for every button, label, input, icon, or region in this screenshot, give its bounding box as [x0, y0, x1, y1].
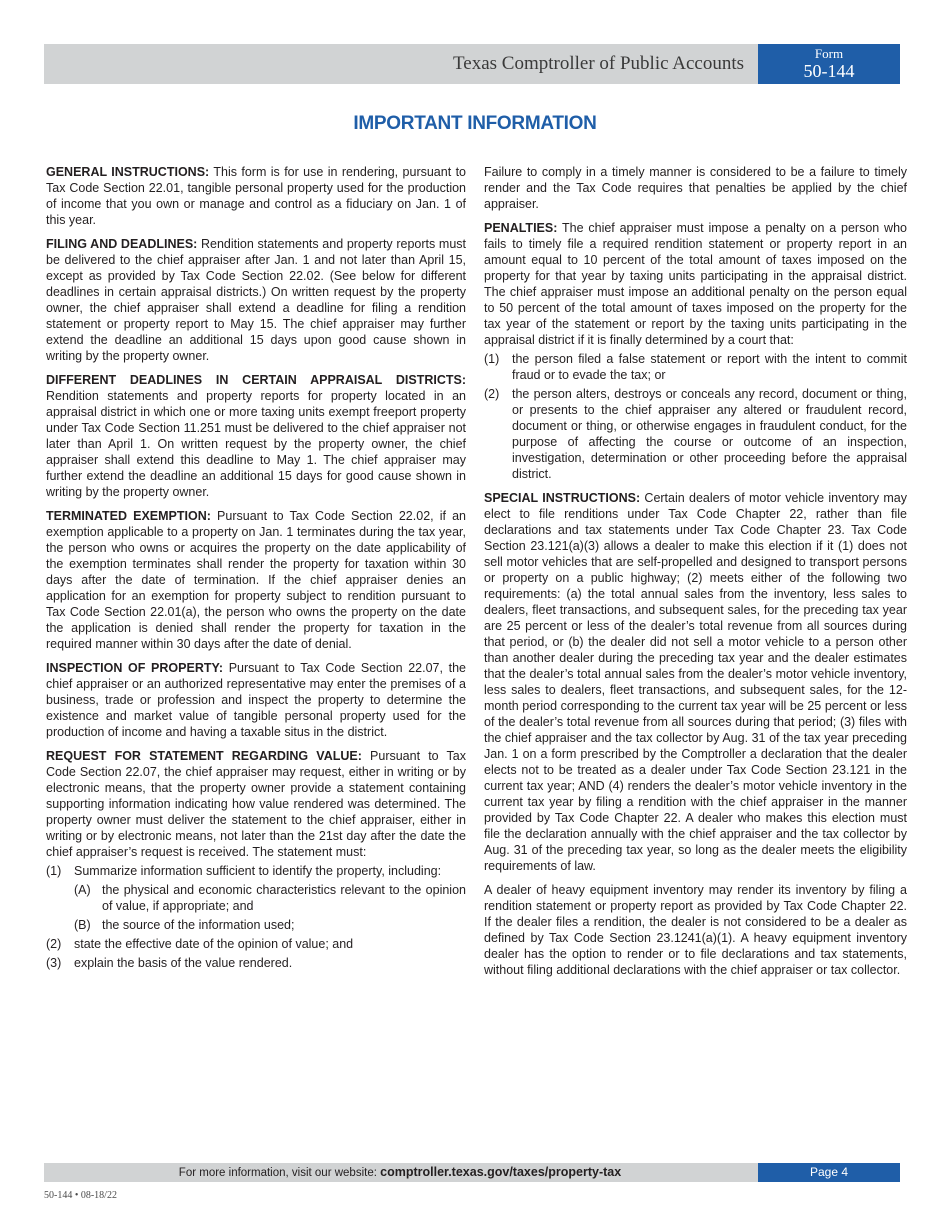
footer-text	[44, 1163, 756, 1182]
list-text: the physical and economic characteristics relevant to the opinion of value, if appropriate; and	[102, 883, 466, 913]
list-letter: (A)	[74, 883, 91, 897]
section-body: Rendition statements and property reports for property located in an appraisal district in which one or more taxing units exempt freeport property under Tax Code Section 11.251 must be delivered to the chief appraiser not later than April 1. On written request by the property owner, the chief appraiser shall extend this deadline to May 1. The chief appraiser may further extend the deadline an additional 15 days for good cause shown in writing by the property owner.	[46, 389, 466, 499]
list-text: Summarize information sufficient to identify the property, including:	[74, 864, 442, 878]
section-heading: PENALTIES:	[484, 221, 558, 235]
section-body: Pursuant to Tax Code Section 22.07, the chief appraiser may request, either in writing or by electronic means, that the property owner provide a statement containing supporting information indicating how value rendered was determined. The property owner must deliver the statement to the chief appraiser, either in writing or by electronic means, not later than the 21st day after the date the chief appraiser’s request is received. The statement must:	[46, 749, 466, 859]
section-heading: DIFFERENT DEADLINES IN CERTAIN APPRAISAL DISTRICTS:	[46, 373, 466, 387]
page-number: Page 4	[758, 1163, 900, 1182]
list-item	[46, 936, 466, 952]
list-number: (1)	[46, 864, 62, 878]
section-heading: REQUEST FOR STATEMENT REGARDING VALUE:	[46, 749, 362, 763]
list-item	[484, 351, 907, 383]
footer-prefix: For more information, visit our website:	[178, 1167, 381, 1179]
general-instructions	[46, 164, 466, 228]
terminated-exemption	[46, 508, 466, 652]
right-column	[484, 164, 907, 986]
section-body: Pursuant to Tax Code Section 22.02, if an exemption applicable to a property on Jan. 1 terminates during the tax year, the person who owns or acquires the property on the date applicability of the exemption terminates shall render the property for taxation within 30 days after the date of termination. If the chief appraiser denies an application for an exemption for property subject to rendition pursuant to Tax Code Section 22.01(a), the person who owns the property on the date the application is denied shall render the property for taxation in the required manner within 30 days after the date of denial.	[46, 509, 466, 651]
section-body: The chief appraiser must impose a penalty on a person who fails to timely file a required rendition statement or property report in an amount equal to 10 percent of the total amount of taxes imposed on the property for that year by taxing units participating in the appraisal district. The chief appraiser must impose an additional penalty on the person equal to 50 percent of the total amount of taxes imposed on the property for the tax year of the statement or report by the taxing units participating in the appraisal district if it is finally determined by a court that:	[484, 221, 907, 347]
list-number: (2)	[484, 387, 500, 401]
website-link[interactable]: comptroller.texas.gov/taxes/property-tax	[380, 1165, 622, 1179]
request-for-statement	[46, 748, 466, 860]
different-deadlines	[46, 372, 466, 500]
header-bar	[44, 44, 900, 84]
list-text: the source of the information used;	[102, 918, 295, 932]
left-column	[46, 164, 466, 974]
list-item	[46, 863, 466, 879]
list-number: (2)	[46, 937, 62, 951]
section-body: Pursuant to Tax Code Section 22.07, the chief appraiser or an authorized representative may enter the premises of a business, trade or profession and inspect the property to determine the existence and market value of tangible personal property used for the production of income and having a taxable situs in the district.	[46, 661, 466, 739]
list-subitem	[46, 917, 466, 933]
form-number: 50-144	[803, 61, 855, 81]
form-code: 50-144 • 08-18/22	[44, 1190, 117, 1201]
section-heading: GENERAL INSTRUCTIONS:	[46, 165, 210, 179]
section-heading: TERMINATED EXEMPTION:	[46, 509, 211, 523]
section-heading: FILING AND DEADLINES:	[46, 237, 198, 251]
section-heading: INSPECTION OF PROPERTY:	[46, 661, 224, 675]
footer-bar	[44, 1163, 900, 1182]
list-subitem	[46, 882, 466, 914]
form-number-box	[758, 44, 900, 84]
failure-note: Failure to comply in a timely manner is considered to be a failure to timely render and the Tax Code requires that penalties be applied by the chief appraiser.	[484, 165, 907, 211]
page-title: IMPORTANT INFORMATION	[353, 113, 597, 134]
penalties	[484, 220, 907, 348]
list-number: (1)	[484, 352, 500, 366]
filing-deadlines	[46, 236, 466, 364]
list-text: the person alters, destroys or conceals any record, document or thing, or presents to the chief appraiser any altered or fraudulent record, document or thing, or otherwise engages in fraudulent conduct, for the purpose of affecting the course or outcome of an inspection, investigation, determination or other proceeding before the appraisal district.	[512, 387, 907, 481]
section-body: This form is for use in rendering, pursuant to Tax Code Section 22.01, tangible personal property used for the production of income that you own or manage and control as a fiduciary on Jan. 1 of this year.	[46, 165, 466, 227]
list-number: (3)	[46, 956, 62, 970]
section-body: Certain dealers of motor vehicle inventory may elect to file renditions under Tax Code Chapter 22, rather than file declarations and tax statements under Tax Code Chapter 23. Tax Code Section 23.121(a)(3) allows a dealer to make this election if it (1) does not sell motor vehicles that are self-propelled and designed to transport persons or property on a public highway; (2) meets either of the following two requirements: (a) the total annual sales from the inventory, less sales to dealers, fleet transactions, and subsequent sales, for the preceding tax year are 25 percent or less of the dealer’s total revenue from all sources during that period, or (b) the dealer did not sell a motor vehicle to a person other than another dealer during the preceding tax year and the dealer estimates that the dealer’s total annual sales from the dealer’s motor vehicle inventory, less sales to dealers, fleet transactions, and subsequent sales, for the 12-month period corresponding to the current tax year will be 25 percent or less of the dealer’s total revenue from all sources during that period; (3) files with the chief appraiser and the tax collector by Aug. 31 of the tax year preceding Jan. 1 on a form prescribed by the Comptroller a declaration that the dealer elects not to be treated as a dealer under Tax Code Section 23.121 in the current tax year; AND (4) renders the dealer’s motor vehicle inventory in the current tax year by filing a rendition with the chief appraiser in the manner provided by Tax Code Chapter 22. A dealer who makes this election must file the declaration annually with the chief appraiser and the tax collector by Aug. 31 of the preceding tax year, so long as the dealer meets the eligibility requirements of law.	[484, 491, 907, 873]
agency-name: Texas Comptroller of Public Accounts	[452, 53, 744, 74]
section-heading: SPECIAL INSTRUCTIONS:	[484, 491, 641, 505]
list-letter: (B)	[74, 918, 91, 932]
list-item	[46, 955, 466, 971]
form-label: Form	[814, 46, 844, 61]
inspection-of-property	[46, 660, 466, 740]
special-instructions	[484, 490, 907, 874]
section-body: Rendition statements and property reports must be delivered to the chief appraiser after Jan. 1 and not later than April 15, except as provided by Tax Code Section 22.02. (See below for different deadlines in certain appraisal districts.) On written request by the property owner, the chief appraiser shall extend a deadline for filing a rendition statement or property report to May 15. The chief appraiser may further extend the deadline an additional 15 days upon good cause shown in writing by the property owner.	[46, 237, 467, 363]
list-item	[484, 386, 907, 482]
heavy-equipment-note: A dealer of heavy equipment inventory may render its inventory by filing a rendition statement or property report as provided by Tax Code Chapter 22. If the dealer files a rendition, the dealer is not considered to be a dealer as defined by Tax Code Section 23.1241(a)(1). A heavy equipment inventory dealer has the option to render or to file declarations and tax statements, without filing additional declarations with the chief appraiser or tax collector.	[484, 883, 907, 977]
list-text: state the effective date of the opinion of value; and	[74, 937, 354, 951]
list-text: the person filed a false statement or report with the intent to commit fraud or to evade the tax; or	[512, 352, 907, 382]
list-text: explain the basis of the value rendered.	[74, 956, 293, 970]
